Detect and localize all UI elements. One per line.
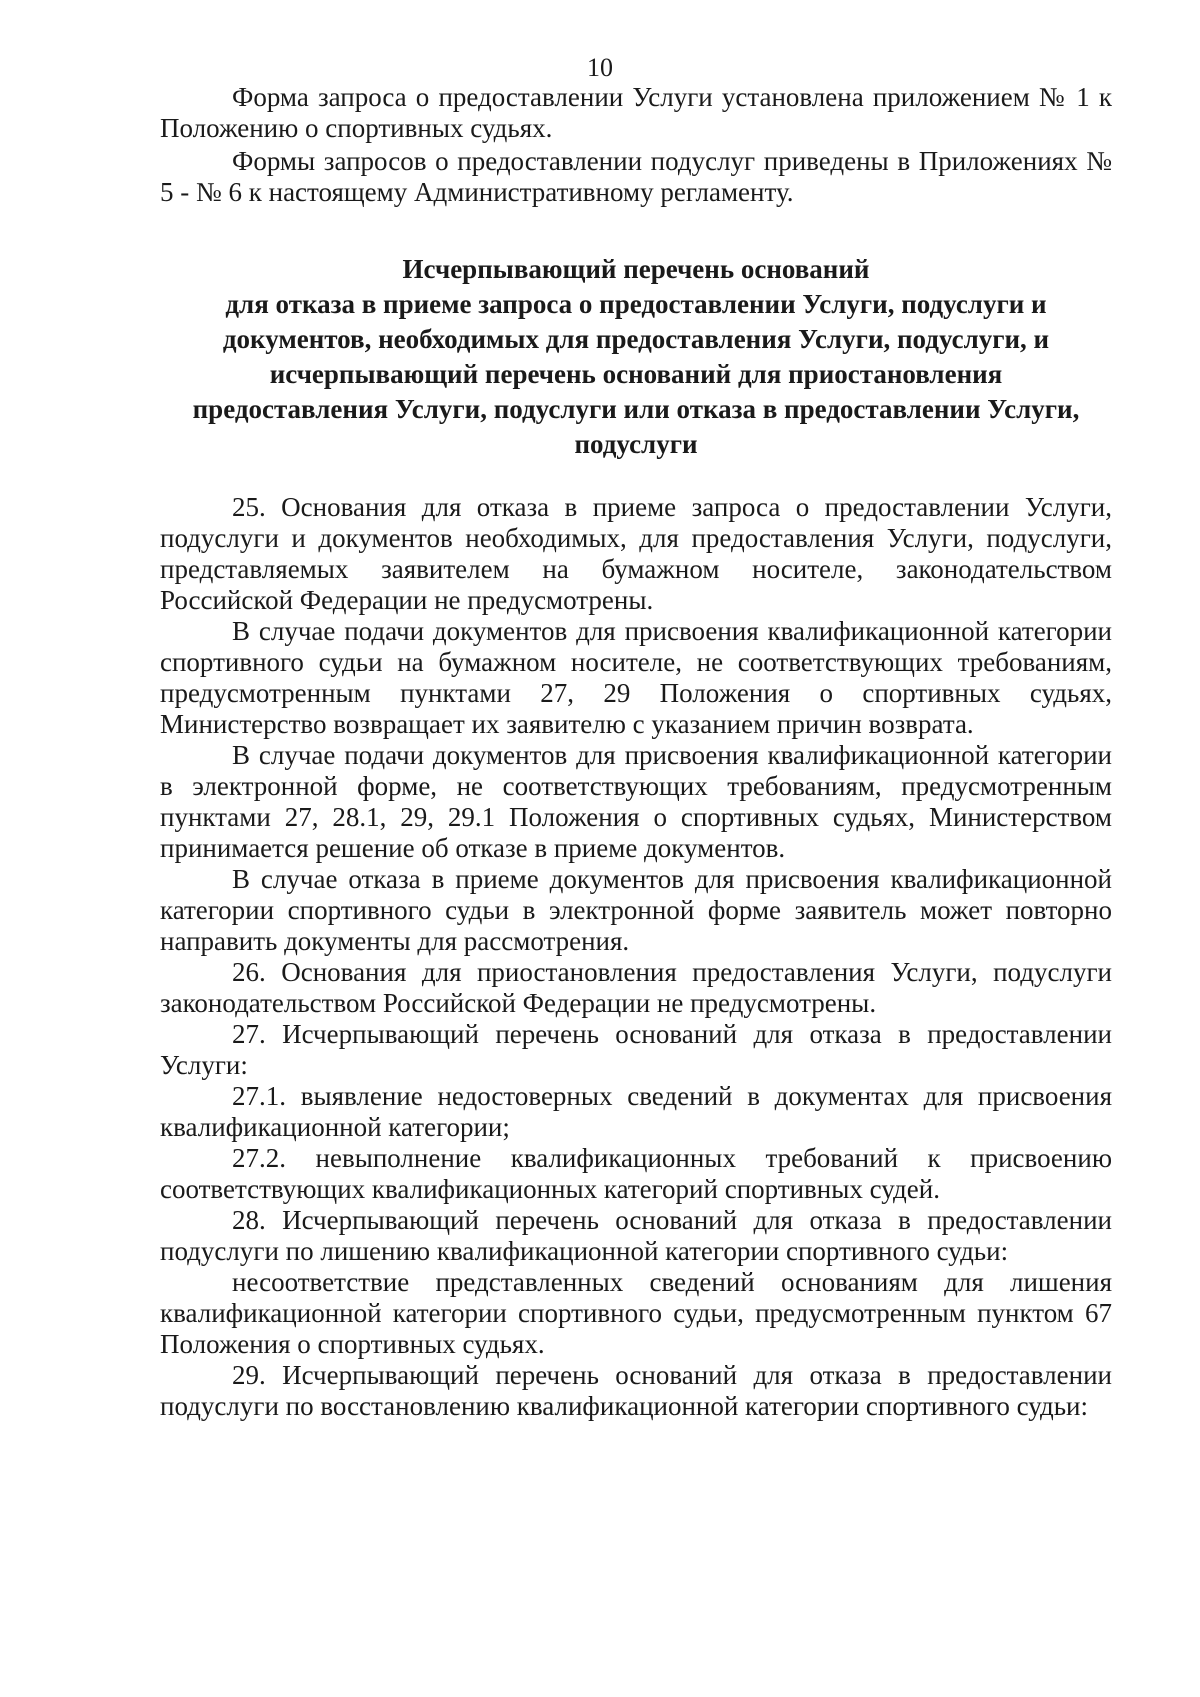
paragraph-27-2: 27.2. невыполнение квалификационных требований к присвоению соответствующих квалификационных категорий спортивных судей. xyxy=(160,1143,1112,1204)
paragraph-28-item: несоответствие представленных сведений основаниям для лишения квалификационной категории спортивного судьи, предусмотренным пунктом 67 Положения о спортивных судьях. xyxy=(160,1267,1112,1359)
paragraph-29: 29. Исчерпывающий перечень оснований для отказа в предоставлении подуслуги по восстановлению квалификационной категории спортивного судьи: xyxy=(160,1360,1112,1421)
intro-paragraph: Формы запросов о предоставлении подуслуг приведены в Приложениях № 5 - № 6 к настоящему Административному регламенту. xyxy=(160,146,1112,207)
paragraph-26: 26. Основания для приостановления предоставления Услуги, подуслуги законодательством Российской Федерации не предусмотрены. xyxy=(160,957,1112,1018)
heading-line: предоставления Услуги, подуслуги или отказа в предоставлении Услуги, xyxy=(192,394,1080,424)
heading-line: исчерпывающий перечень оснований для приостановления xyxy=(269,359,1003,389)
heading-line: подуслуги xyxy=(574,429,698,459)
paragraph-28: 28. Исчерпывающий перечень оснований для отказа в предоставлении подуслуги по лишению квалификационной категории спортивного судьи: xyxy=(160,1205,1112,1266)
paragraph-resubmit: В случае отказа в приеме документов для присвоения квалификационной категории спортивного судьи в электронной форме заявитель может повторно направить документы для рассмотрения. xyxy=(160,864,1112,956)
heading-line: Исчерпывающий перечень оснований xyxy=(402,254,870,284)
paragraph-electronic-refusal: В случае подачи документов для присвоения квалификационной категории в электронной форме, не соответствующих требованиям, предусмотренным пунктами 27, 28.1, 29, 29.1 Положения о спортивных судьях, Министерством принимается решение об отказе в приеме документов. xyxy=(160,740,1112,863)
heading-line: документов, необходимых для предоставления Услуги, подуслуги, и xyxy=(222,324,1050,354)
paragraph-25: 25. Основания для отказа в приеме запроса о предоставлении Услуги, подуслуги и документов необходимых, для предоставления Услуги, подуслуги, представляемых заявителем на бумажном носителе, законодательством Российской Федерации не предусмотрены. xyxy=(160,492,1112,615)
intro-paragraph: Форма запроса о предоставлении Услуги установлена приложением № 1 к Положению о спортивных судьях. xyxy=(160,82,1112,143)
document-body xyxy=(160,82,1112,1422)
heading-line: для отказа в приеме запроса о предоставлении Услуги, подуслуги и xyxy=(225,289,1047,319)
paragraph-27: 27. Исчерпывающий перечень оснований для отказа в предоставлении Услуги: xyxy=(160,1019,1112,1080)
paragraph-paper-return: В случае подачи документов для присвоения квалификационной категории спортивного судьи на бумажном носителе, не соответствующих требованиям, предусмотренным пунктами 27, 29 Положения о спортивных судьях, Министерство возвращает их заявителю с указанием причин возврата. xyxy=(160,616,1112,739)
page-number: 10 xyxy=(587,53,613,82)
section-heading xyxy=(160,252,1112,462)
paragraph-27-1: 27.1. выявление недостоверных сведений в документах для присвоения квалификационной категории; xyxy=(160,1081,1112,1142)
